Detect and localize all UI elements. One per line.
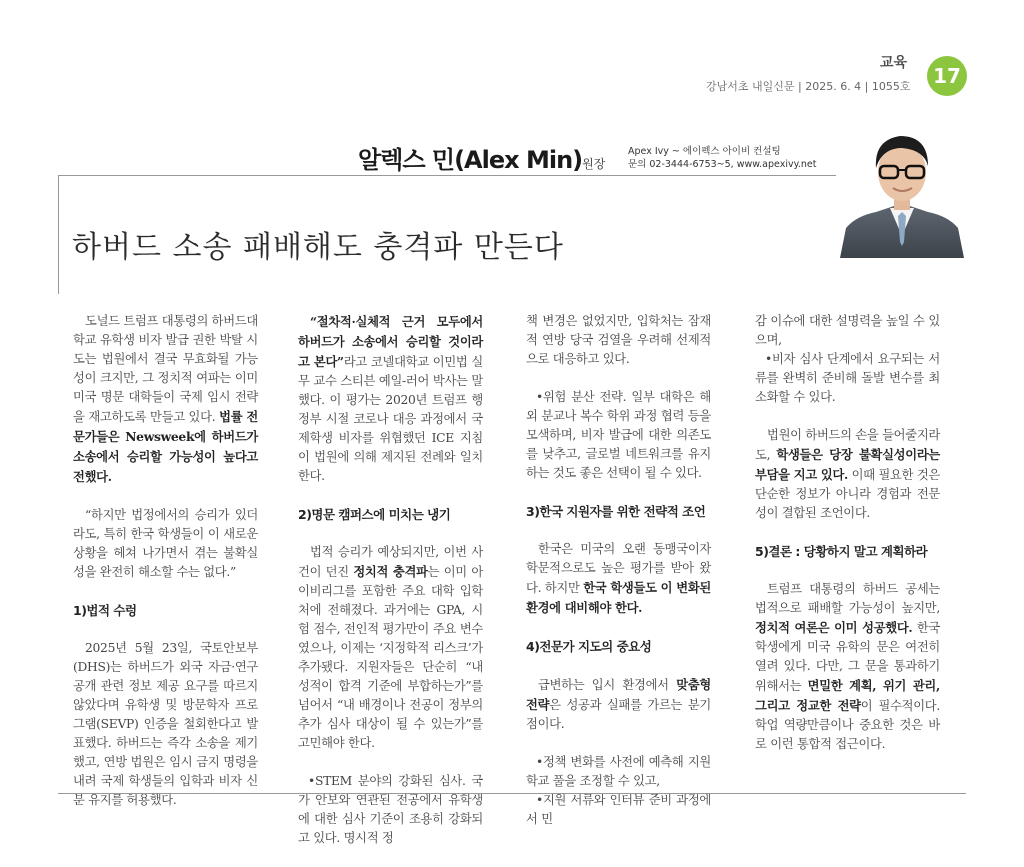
paragraph — [755, 426, 940, 523]
author-name — [358, 140, 605, 175]
subheading-expert-guidance: 4)전문가 지도의 중요성 — [526, 639, 652, 654]
section-label: 교육 — [880, 55, 908, 71]
author-contact — [628, 145, 816, 171]
subheading-campus: 2)명문 캠퍼스에 미치는 냉기 — [298, 507, 451, 522]
subheading-conclusion: 5)결론 : 당황하지 말고 계획하라 — [755, 544, 928, 559]
article-column-2 — [298, 312, 483, 867]
paragraph-emphasis: 정치적 여론은 이미 성공했다. — [755, 620, 913, 635]
author-title: 원장 — [582, 157, 606, 171]
author-portrait-icon — [836, 120, 968, 258]
paragraph-emphasis: “절차적·실체적 근거 모두에서 하버드가 소송에서 승리할 것이라고 본다” — [298, 314, 483, 369]
paragraph: “하지만 법정에서의 승리가 있더라도, 특히 한국 학생들이 이 새로운 상황을 헤쳐 나가면서 겪는 불확실성을 완전히 해소할 수는 없다.” — [73, 508, 258, 579]
paragraph-emphasis: 한국 학생들도 이 변화된 환경에 대비해야 한다. — [526, 580, 711, 615]
bullet-paragraph: •STEM 분야의 강화된 심사. 국가 안보와 연관된 전공에서 유학생에 대한 심사 기준이 조용히 강화되고 있다. 명시적 정 — [298, 774, 483, 845]
headline: 하버드 소송 패배해도 충격파 만든다 — [72, 230, 564, 265]
paragraph — [526, 540, 711, 618]
paragraph-text: 라고 코넬대학교 이민법 실무 교수 스티븐 예일-러어 박사는 말했다. 이 평가는 2020년 트럼프 행정부 시절 코로나 대응 과정에서 국제학생 비자를 위협했던 ICE 지침이 법원에 의해 제지된 전례와 일치한다. — [298, 355, 483, 483]
author-name-text: 알렉스 민(Alex Min) — [358, 146, 583, 174]
bullet-paragraph: •지원 서류와 인터뷰 준비 과정에서 민 — [526, 793, 711, 826]
paragraph-text: 급변하는 입시 환경에서 — [538, 678, 677, 692]
paragraph-text: 이때 필요한 것은 단순한 정보가 아니라 경험과 전문성이 결합된 조언이다. — [755, 468, 940, 520]
paragraph-text: 한국 학생에게 미국 유학의 문은 여전히 열려 있다. 다만, 그 문을 통과하기 위해서는 — [755, 621, 940, 693]
page-number-badge: 17 — [927, 56, 967, 96]
paragraph-text: 법적 승리가 예상되지만, 이번 사건이 던진 — [298, 545, 483, 579]
paragraph-text: 트럼프 대통령의 하버드 공세는 법적으로 패배할 가능성이 높지만, — [755, 582, 940, 615]
bullet-paragraph: •위험 분산 전략. 일부 대학은 해외 분교나 복수 학위 과정 협력 등을 모색하며, 비자 발급에 대한 의존도를 낮추고, 글로벌 네트워크를 유지하는 것도 좋은 선택이 될 수 있다. — [526, 390, 711, 480]
paragraph — [73, 312, 258, 487]
article-column-1 — [73, 312, 258, 829]
paragraph-text: 은 성공과 실패를 가르는 분기점이다. — [526, 698, 711, 731]
paragraph-text: 한국은 미국의 오랜 동맹국이자 학문적으로도 높은 평가를 받아 왔다. 하지만 — [526, 542, 711, 595]
paragraph-emphasis: 면밀한 계획, 위기 관리, 그리고 정교한 전략 — [755, 678, 940, 713]
subheading-legal: 1)법적 수렁 — [73, 603, 137, 618]
paragraph-text: 법원이 하버드의 손을 들어줄지라도, — [755, 428, 940, 462]
bottom-divider — [58, 793, 966, 794]
paragraph-emphasis: 맞춤형 전략 — [526, 677, 711, 712]
paragraph: 책 변경은 없었지만, 입학처는 잠재적 연방 당국 검열을 우려해 선제적으로 대응하고 있다. — [526, 314, 711, 366]
paragraph-text: 는 이미 아이비리그를 포함한 주요 대학 입학처에 전해졌다. 과거에는 GPA, 시험 점수, 전인적 평가만이 주요 변수였으나, 이제는 ‘지정학적 리스크’가 추가됐다. 지원자들은 단순히 “내 성적이 합격 기준에 부합하는가”를 넘어서 “내 배경이나 전공이 정부의 추가 심사 대상이 될 수 있는가”를 고민해야 한다. — [298, 565, 483, 750]
paragraph — [526, 675, 711, 734]
article-column-3 — [526, 312, 711, 848]
article-column-4 — [755, 312, 940, 773]
paragraph-text: 이 필수적이다. 학업 역량만큼이나 중요한 것은 바로 이런 통합적 접근이다. — [755, 699, 940, 751]
subheading-korea-advice: 3)한국 지원자를 위한 전략적 조언 — [526, 504, 706, 519]
paragraph-text: 도널드 트럼프 대통령의 하버드대학교 유학생 비자 발급 권한 박탈 시도는 법원에서 결국 무효화될 가능성이 크지만, 그 정치적 여파는 이미 미국 명문 대학들이 국제 임시 전략을 재고하도록 만들고 있다. — [73, 314, 258, 424]
contact-company: Apex Ivy ~ 에이펙스 아이비 컨설팅 — [628, 146, 781, 157]
paragraph: 2025년 5월 23일, 국토안보부(DHS)는 하버드가 외국 자금·연구 공개 관련 정보 제공 요구를 따르지 않았다며 유학생 및 방문학자 프로그램(SEVP) 인증을 철회한다고 발표했다. 하버드는 즉각 소송을 제기했고, 연방 법원은 임시 금지 명령을 내려 국제 학생들의 입학과 비자 신분 유지를 허용했다. — [73, 641, 258, 807]
paragraph-emphasis: 정치적 충격파 — [353, 564, 428, 579]
author-photo — [836, 120, 968, 258]
contact-phone-web: 문의 02-3444-6753~5, www.apexivy.net — [628, 159, 817, 170]
paragraph: 감 이슈에 대한 설명력을 높일 수 있으며, — [755, 314, 940, 347]
paragraph — [298, 312, 483, 486]
paragraph — [755, 580, 940, 754]
bullet-paragraph: •비자 심사 단계에서 요구되는 서류를 완벽히 준비해 돌발 변수를 최소화할 수 있다. — [755, 352, 940, 404]
paragraph — [298, 543, 483, 753]
publication-info: 강남서초 내일신문 | 2025. 6. 4 | 1055호 — [706, 80, 911, 93]
bullet-paragraph: •정책 변화를 사전에 예측해 지원 학교 풀을 조정할 수 있고, — [526, 755, 711, 788]
paragraph-emphasis: 법률 전문가들은 Newsweek에 하버드가 소송에서 승리할 가능성이 높다고 전했다. — [73, 409, 258, 484]
paragraph-emphasis: 학생들은 당장 불확실성이라는 부담을 지고 있다. — [755, 447, 940, 482]
